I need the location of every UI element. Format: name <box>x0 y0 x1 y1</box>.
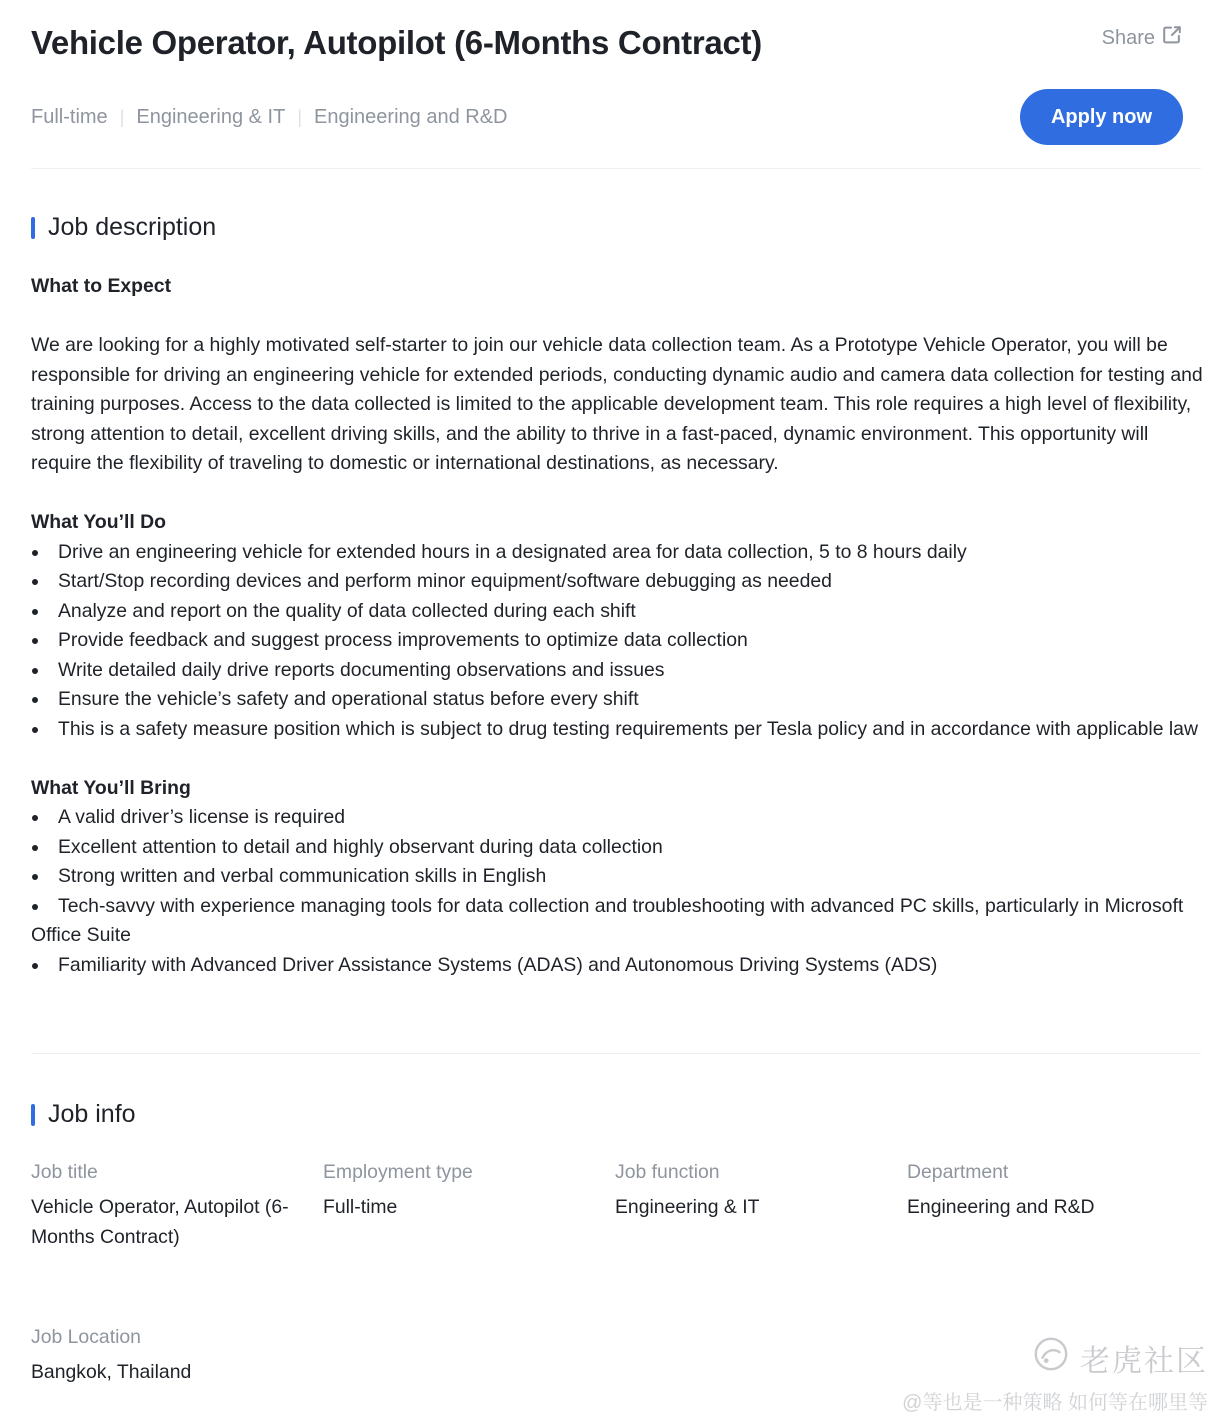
what-youll-bring-block <box>31 774 1203 981</box>
info-value: Engineering & IT <box>615 1196 760 1218</box>
section-title-text: Job description <box>48 213 217 241</box>
info-job-location <box>31 1323 316 1388</box>
meta-employment-type: Full-time <box>31 106 108 128</box>
info-value: Vehicle Operator, Autopilot (6-Months Contract) <box>31 1196 289 1248</box>
meta-department: Engineering and R&D <box>314 106 508 128</box>
what-youll-bring-list <box>31 803 1203 980</box>
share-icon <box>1161 24 1183 52</box>
job-posting-page <box>31 0 1201 1427</box>
watermark-brand <box>1032 1335 1208 1381</box>
info-label: Job title <box>31 1161 98 1183</box>
info-employment-type <box>323 1158 608 1223</box>
job-description-body <box>31 272 1203 980</box>
list-item: Provide feedback and suggest process improvements to optimize data collection <box>31 626 1203 656</box>
what-youll-do-list <box>31 538 1203 745</box>
list-item: A valid driver’s license is required <box>31 803 1203 833</box>
info-department <box>907 1158 1192 1223</box>
info-value: Engineering and R&D <box>907 1196 1095 1218</box>
list-item: Excellent attention to detail and highly observant during data collection <box>31 833 1203 863</box>
info-job-title <box>31 1158 316 1252</box>
section-title-text: Job info <box>48 1100 136 1128</box>
list-item: Analyze and report on the quality of data collected during each shift <box>31 597 1203 627</box>
section-accent-bar <box>31 1104 35 1126</box>
list-item: Write detailed daily drive reports documenting observations and issues <box>31 656 1203 686</box>
info-label: Job Location <box>31 1326 141 1348</box>
meta-separator: | <box>297 107 303 127</box>
share-label: Share <box>1101 26 1155 49</box>
list-item: This is a safety measure position which is subject to drug testing requirements per Tesla policy and in accordance with applicable law <box>31 715 1203 745</box>
what-youll-bring-heading: What You’ll Bring <box>31 776 191 799</box>
what-to-expect-heading: What to Expect <box>31 275 172 297</box>
apply-now-button[interactable]: Apply now <box>1020 89 1183 145</box>
share-button[interactable] <box>1102 24 1183 52</box>
tiger-logo-icon <box>1032 1335 1070 1381</box>
what-youll-do-block <box>31 508 1203 744</box>
meta-job-function: Engineering & IT <box>136 106 286 128</box>
what-to-expect-text: We are looking for a highly motivated self-starter to join our vehicle data collection team. As a Prototype Vehicle Operator, you will be responsible for driving an engineering vehicle for extended periods, conducting dynamic audio and camera data collection for testing and training purposes. Access to the data collected is limited to the applicable development team. This role requires a high level of flexibility, strong attention to detail, excellent driving skills, and the ability to thrive in a fast-paced, dynamic environment. This opportunity will require the flexibility of traveling to domestic or international destinations, as necessary. <box>31 334 1203 474</box>
info-label: Employment type <box>323 1161 473 1183</box>
watermark-handle: @等也是一种策略 如何等在哪里等 <box>902 1392 1208 1414</box>
list-item: Ensure the vehicle’s safety and operational status before every shift <box>31 685 1203 715</box>
what-youll-do-heading: What You’ll Do <box>31 511 167 533</box>
section-accent-bar <box>31 217 35 239</box>
watermark-brand-text: 老虎社区 <box>1080 1345 1208 1378</box>
list-item: Familiarity with Advanced Driver Assistance Systems (ADAS) and Autonomous Driving Systems (ADS) <box>31 951 1203 981</box>
job-info-heading <box>31 1100 136 1129</box>
info-label: Job function <box>615 1161 720 1183</box>
list-item: Start/Stop recording devices and perform minor equipment/software debugging as needed <box>31 567 1203 597</box>
page-title: Vehicle Operator, Autopilot (6-Months Contract) <box>31 24 762 61</box>
info-value: Bangkok, Thailand <box>31 1361 192 1383</box>
job-description-heading <box>31 213 216 242</box>
info-label: Department <box>907 1161 1009 1183</box>
meta-separator: | <box>119 107 125 127</box>
divider <box>31 168 1201 169</box>
info-job-function <box>615 1158 900 1223</box>
list-item: Drive an engineering vehicle for extended hours in a designated area for data collection, 5 to 8 hours daily <box>31 538 1203 568</box>
info-value: Full-time <box>323 1196 398 1218</box>
divider <box>31 1053 1201 1054</box>
list-item: Tech-savvy with experience managing tools for data collection and troubleshooting with advanced PC skills, particularly in Microsoft Office Suite <box>31 892 1203 951</box>
list-item: Strong written and verbal communication skills in English <box>31 862 1203 892</box>
job-meta-tags <box>31 106 508 129</box>
